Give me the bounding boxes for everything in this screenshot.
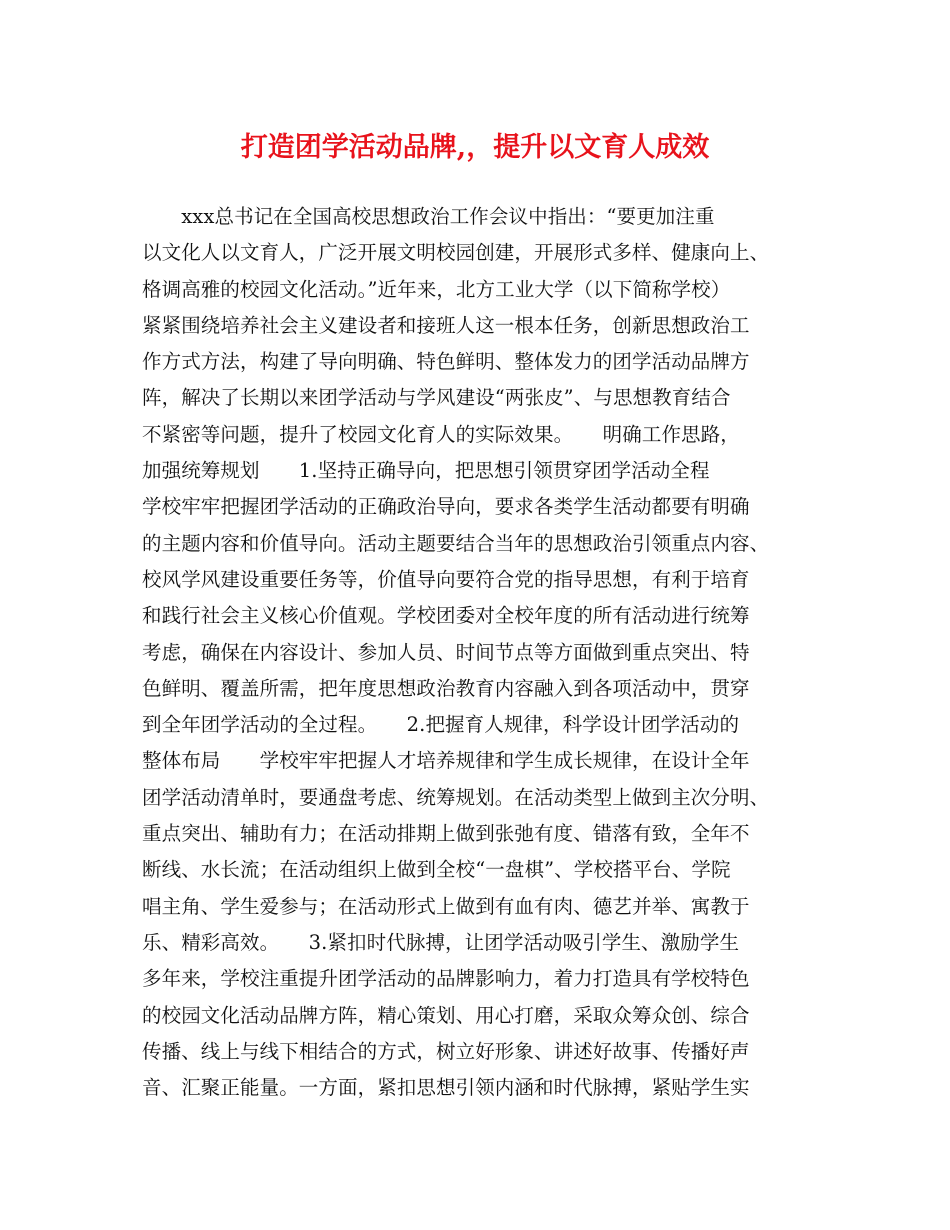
body-line: 重点突出、辅助有力；在活动排期上做到张弛有度、错落有致，全年不 bbox=[142, 822, 750, 846]
body-line: 阵，解决了长期以来团学活动与学风建设“两张皮”、与思想教育结合 bbox=[142, 386, 731, 410]
body-line: 学校牢牢把握团学活动的正确政治导向，要求各类学生活动都要有明确 bbox=[142, 495, 750, 519]
body-line: 作方式方法，构建了导向明确、特色鲜明、整体发力的团学活动品牌方 bbox=[142, 350, 750, 374]
body-line: 乐、精彩高效。 3.紧扣时代脉搏，让团学活动吸引学生、激励学生 bbox=[142, 930, 740, 954]
body-line: 音、汇聚正能量。一方面，紧扣思想引领内涵和时代脉搏，紧贴学生实 bbox=[142, 1076, 750, 1100]
body-line: 紧紧围绕培养社会主义建设者和接班人这一根本任务，创新思想政治工 bbox=[142, 313, 750, 337]
body-line: 以文化人以文育人，广泛开展文明校园创建，开展形式多样、健康向上、 bbox=[142, 241, 770, 265]
document-body bbox=[142, 199, 832, 1106]
body-line: 到全年团学活动的全过程。 2.把握育人规律，科学设计团学活动的 bbox=[142, 713, 740, 737]
body-line: 断线、水长流；在活动组织上做到全校“一盘棋”、学校搭平台、学院 bbox=[142, 858, 731, 882]
body-line: 唱主角、学生爱参与；在活动形式上做到有血有肉、德艺并举、寓教于 bbox=[142, 894, 750, 918]
body-line: xxx总书记在全国高校思想政治工作会议中指出：“要更加注重 bbox=[142, 205, 715, 228]
body-line: 传播、线上与线下相结合的方式，树立好形象、讲述好故事、传播好声 bbox=[142, 1039, 750, 1063]
body-line: 色鲜明、覆盖所需，把年度思想政治教育内容融入到各项活动中，贯穿 bbox=[142, 676, 750, 700]
body-line: 加强统筹规划 1.坚持正确导向，把思想引领贯穿团学活动全程 bbox=[142, 459, 710, 483]
body-line: 格调高雅的校园文化活动。”近年来，北方工业大学（以下简称学校） bbox=[142, 277, 731, 301]
body-line: 的校园文化活动品牌方阵，精心策划、用心打磨，采取众筹众创、综合 bbox=[142, 1003, 750, 1027]
body-line: 和践行社会主义核心价值观。学校团委对全校年度的所有活动进行统筹 bbox=[142, 604, 750, 628]
document-title: 打造团学活动品牌,，提升以文育人成效 bbox=[240, 132, 710, 163]
body-line: 整体布局 学校牢牢把握人才培养规律和学生成长规律，在设计全年 bbox=[142, 749, 750, 773]
body-line: 校风学风建设重要任务等，价值导向要符合党的指导思想，有利于培育 bbox=[142, 567, 750, 591]
body-line: 考虑，确保在内容设计、参加人员、时间节点等方面做到重点突出、特 bbox=[142, 640, 750, 664]
body-line: 多年来，学校注重提升团学活动的品牌影响力，着力打造具有学校特色 bbox=[142, 967, 750, 991]
body-line: 团学活动清单时，要通盘考虑、统筹规划。在活动类型上做到主次分明、 bbox=[142, 785, 770, 809]
body-line: 不紧密等问题，提升了校园文化育人的实际效果。 明确工作思路， bbox=[142, 422, 740, 446]
body-line: 的主题内容和价值导向。活动主题要结合当年的思想政治引领重点内容、 bbox=[142, 531, 770, 555]
